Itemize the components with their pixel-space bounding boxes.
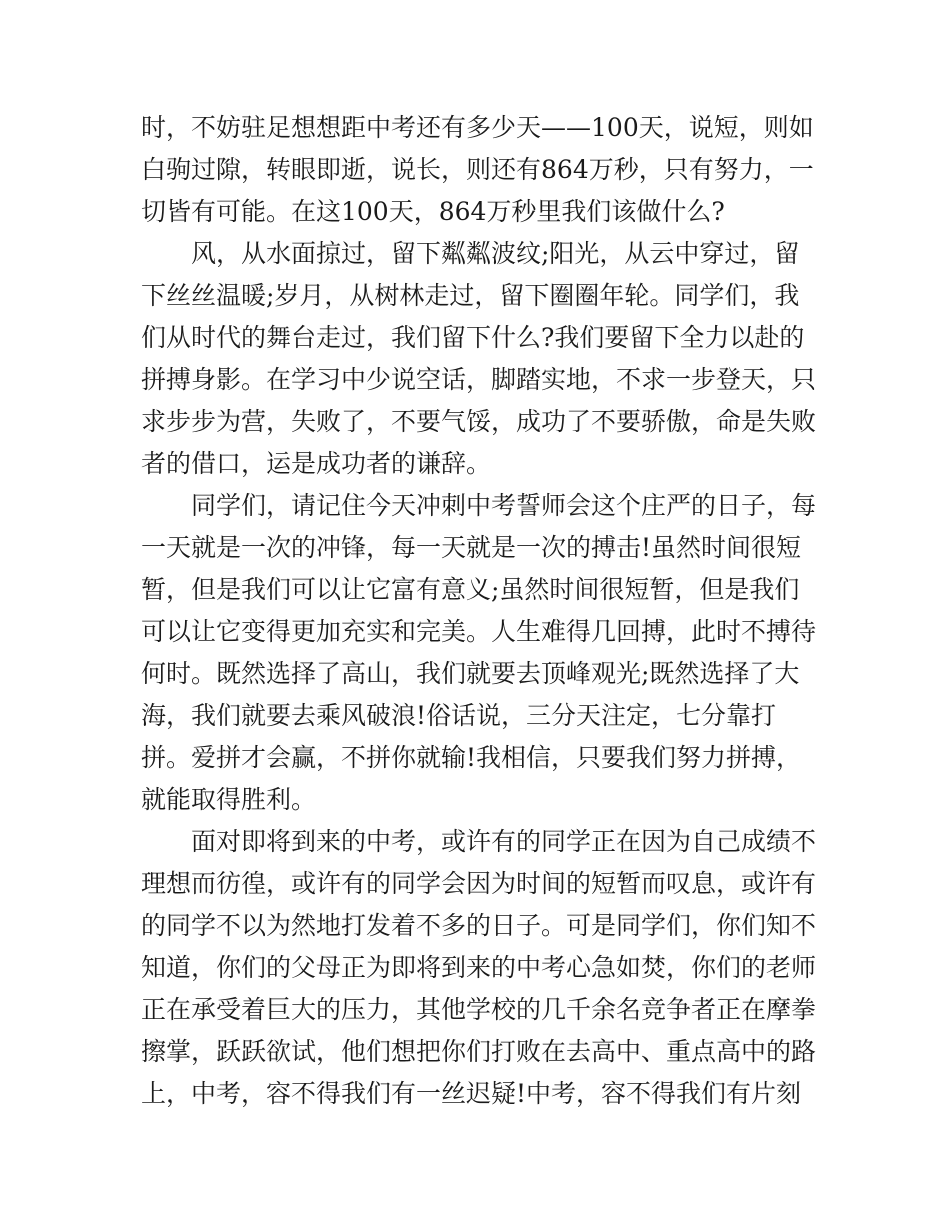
paragraph-first-line: 同学们，请记住今天冲刺中考誓师会这个庄严的日子，每: [191, 491, 817, 520]
text-line: 上，中考，容不得我们有一丝迟疑!中考，容不得我们有片刻: [141, 1079, 802, 1108]
text-line: 的同学不以为然地打发着不多的日子。可是同学们，你们知不: [141, 911, 817, 940]
text-line: 者的借口，运是成功者的谦辞。: [141, 449, 492, 478]
text-line: 求步步为营，失败了，不要气馁，成功了不要骄傲，命是失败: [141, 407, 817, 436]
text-line: 知道，你们的父母正为即将到来的中考心急如焚，你们的老师: [141, 953, 817, 982]
text-line: 下丝丝温暖;岁月，从树林走过，留下圈圈年轮。同学们，我: [141, 281, 800, 310]
text-line: 拼。爱拼才会赢，不拼你就输!我相信，只要我们努力拼搏，: [141, 743, 802, 772]
text-line: 切皆有可能。在这100天，864万秒里我们该做什么?: [141, 197, 725, 226]
text-line: 一天就是一次的冲锋，每一天就是一次的搏击!虽然时间很短: [141, 533, 802, 562]
text-line: 擦掌，跃跃欲试，他们想把你们打败在去高中、重点高中的路: [141, 1037, 817, 1066]
paragraph-first-line: 风，从水面掠过，留下粼粼波纹;阳光，从云中穿过，留: [191, 239, 800, 268]
text-line: 理想而彷徨，或许有的同学会因为时间的短暂而叹息，或许有: [141, 869, 817, 898]
text-line: 们从时代的舞台走过，我们留下什么?我们要留下全力以赴的: [141, 323, 805, 352]
text-line: 白驹过隙，转眼即逝，说长，则还有864万秒，只有努力，一: [141, 155, 814, 184]
body-text: [141, 107, 821, 1115]
text-line: 就能取得胜利。: [141, 785, 317, 814]
text-line: 何时。既然选择了高山，我们就要去顶峰观光;既然选择了大: [141, 659, 800, 688]
text-line: 拼搏身影。在学习中少说空话，脚踏实地，不求一步登天，只: [141, 365, 817, 394]
text-line: 可以让它变得更加充实和完美。人生难得几回搏，此时不搏待: [141, 617, 817, 646]
paragraph-first-line: 面对即将到来的中考，或许有的同学正在因为自己成绩不: [191, 827, 817, 856]
text-line: 海，我们就要去乘风破浪!俗话说，三分天注定，七分靠打: [141, 701, 777, 730]
text-line: 暂，但是我们可以让它富有意义;虽然时间很短暂，但是我们: [141, 575, 800, 604]
text-line: 时，不妨驻足想想距中考还有多少天——100天，说短，则如: [141, 113, 814, 142]
text-line: 正在承受着巨大的压力，其他学校的几千余名竞争者正在摩拳: [141, 995, 817, 1024]
